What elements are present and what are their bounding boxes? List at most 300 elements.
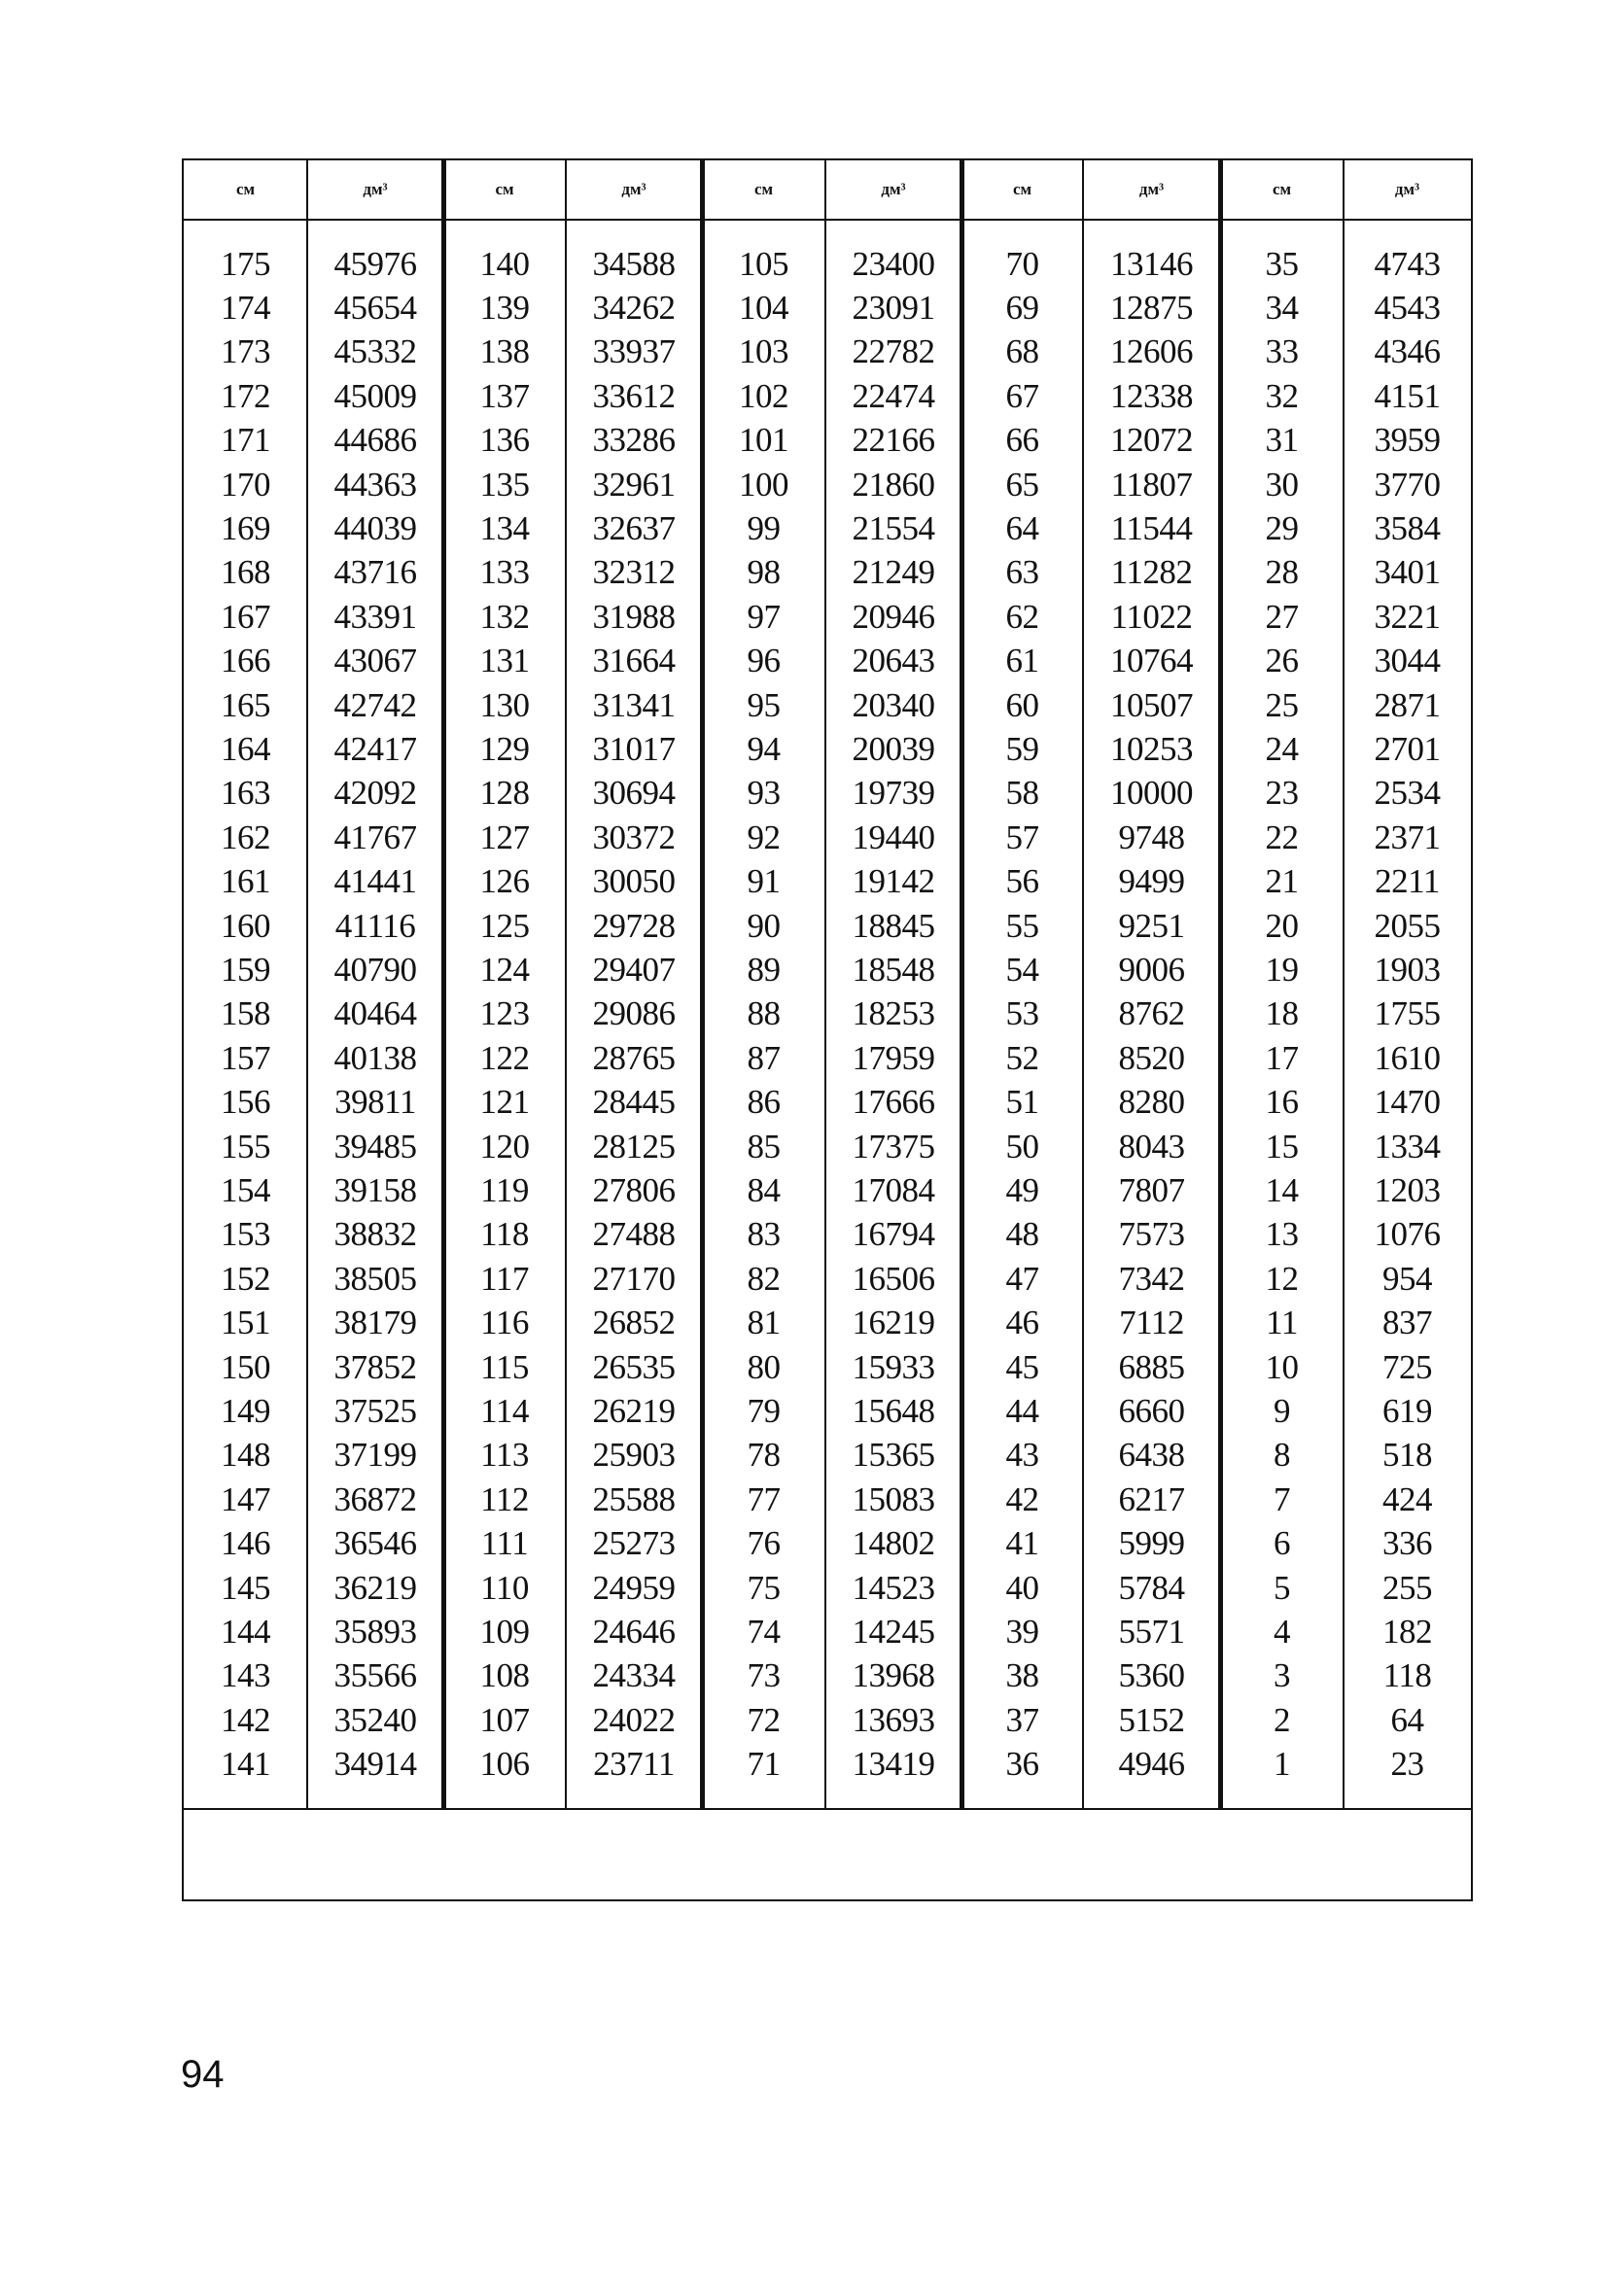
volume-table (182, 158, 1473, 1901)
cell-height-cm: 16 (1265, 1083, 1299, 1122)
cell-height-cm: 111 (480, 1524, 529, 1563)
cell-height-cm: 103 (739, 332, 788, 371)
cell-volume-dm3: 43391 (333, 597, 417, 636)
table-row (184, 1168, 1471, 1212)
cell-volume-dm3: 10000 (1110, 774, 1193, 813)
cell-volume-dm3: 5571 (1118, 1613, 1185, 1652)
header-cell-dm3: дм³ (1138, 180, 1165, 198)
cell-height-cm: 22 (1265, 818, 1299, 856)
header-cell-cm: см (235, 180, 256, 198)
cell-volume-dm3: 8280 (1118, 1083, 1185, 1122)
cell-volume-dm3: 16794 (852, 1215, 935, 1254)
cell-volume-dm3: 17959 (852, 1038, 935, 1077)
cell-volume-dm3: 1203 (1374, 1171, 1441, 1210)
table-row (184, 1213, 1471, 1257)
cell-height-cm: 38 (1005, 1656, 1039, 1695)
cell-height-cm: 86 (747, 1083, 781, 1122)
cell-height-cm: 40 (1005, 1568, 1039, 1607)
cell-height-cm: 145 (221, 1568, 270, 1607)
cell-volume-dm3: 17666 (852, 1083, 935, 1122)
cell-volume-dm3: 8520 (1118, 1038, 1185, 1077)
cell-height-cm: 59 (1005, 730, 1039, 769)
cell-height-cm: 71 (747, 1745, 781, 1784)
cell-height-cm: 164 (221, 730, 270, 769)
cell-volume-dm3: 32312 (592, 553, 676, 592)
cell-height-cm: 162 (221, 818, 270, 856)
table-row (184, 992, 1471, 1036)
cell-volume-dm3: 23091 (852, 289, 935, 328)
column-divider (700, 160, 705, 1808)
cell-volume-dm3: 5360 (1118, 1656, 1185, 1695)
cell-height-cm: 161 (221, 862, 270, 901)
cell-height-cm: 114 (480, 1392, 529, 1431)
cell-volume-dm3: 2871 (1374, 685, 1441, 724)
cell-height-cm: 156 (221, 1083, 270, 1122)
cell-volume-dm3: 31341 (592, 685, 676, 724)
cell-height-cm: 96 (747, 642, 781, 680)
cell-height-cm: 124 (479, 951, 530, 990)
cell-volume-dm3: 27806 (592, 1171, 676, 1210)
cell-volume-dm3: 12606 (1110, 332, 1193, 371)
cell-volume-dm3: 14523 (852, 1568, 935, 1607)
table-row (184, 330, 1471, 374)
cell-height-cm: 25 (1265, 685, 1299, 724)
cell-height-cm: 151 (221, 1304, 270, 1342)
cell-height-cm: 53 (1005, 994, 1039, 1033)
cell-volume-dm3: 16506 (852, 1259, 935, 1298)
cell-height-cm: 51 (1005, 1083, 1039, 1122)
cell-volume-dm3: 1610 (1374, 1038, 1441, 1077)
cell-volume-dm3: 32637 (592, 509, 676, 548)
cell-height-cm: 129 (479, 730, 530, 769)
cell-volume-dm3: 2701 (1374, 730, 1441, 769)
cell-height-cm: 83 (747, 1215, 781, 1254)
cell-volume-dm3: 7342 (1118, 1259, 1185, 1298)
cell-volume-dm3: 2534 (1374, 774, 1441, 813)
cell-height-cm: 101 (739, 421, 788, 460)
cell-volume-dm3: 1470 (1374, 1083, 1441, 1122)
column-divider (565, 160, 567, 1808)
cell-height-cm: 135 (479, 465, 530, 504)
cell-height-cm: 64 (1005, 509, 1039, 548)
cell-volume-dm3: 15933 (852, 1347, 935, 1386)
cell-volume-dm3: 36219 (333, 1568, 417, 1607)
table-row (184, 1081, 1471, 1125)
cell-volume-dm3: 28125 (592, 1127, 676, 1165)
cell-volume-dm3: 6438 (1118, 1436, 1185, 1475)
cell-height-cm: 144 (221, 1613, 270, 1652)
cell-volume-dm3: 4151 (1374, 376, 1441, 415)
table-row (184, 242, 1471, 286)
cell-volume-dm3: 31017 (592, 730, 676, 769)
cell-volume-dm3: 9748 (1118, 818, 1185, 856)
cell-height-cm: 141 (221, 1745, 270, 1784)
cell-volume-dm3: 30050 (592, 862, 676, 901)
table-row (184, 1478, 1471, 1521)
cell-volume-dm3: 255 (1382, 1568, 1432, 1607)
table-row (184, 860, 1471, 904)
cell-height-cm: 127 (479, 818, 530, 856)
table-row (184, 727, 1471, 771)
table-row (184, 1522, 1471, 1566)
cell-volume-dm3: 19142 (852, 862, 935, 901)
cell-volume-dm3: 7807 (1118, 1171, 1185, 1210)
table-row (184, 595, 1471, 639)
cell-volume-dm3: 20039 (852, 730, 935, 769)
cell-height-cm: 125 (479, 906, 530, 945)
table-row (184, 683, 1471, 727)
cell-height-cm: 65 (1005, 465, 1039, 504)
table-row (184, 1654, 1471, 1698)
cell-height-cm: 119 (480, 1171, 529, 1210)
cell-volume-dm3: 30694 (592, 774, 676, 813)
cell-height-cm: 117 (480, 1259, 529, 1298)
cell-volume-dm3: 25588 (592, 1479, 676, 1518)
cell-volume-dm3: 12875 (1110, 289, 1193, 328)
cell-height-cm: 131 (479, 642, 530, 680)
cell-height-cm: 21 (1265, 862, 1299, 901)
cell-volume-dm3: 29728 (592, 906, 676, 945)
cell-volume-dm3: 725 (1382, 1347, 1432, 1386)
cell-volume-dm3: 11022 (1110, 597, 1193, 636)
cell-height-cm: 28 (1265, 553, 1299, 592)
cell-height-cm: 72 (747, 1700, 781, 1739)
cell-volume-dm3: 26219 (592, 1392, 676, 1431)
cell-volume-dm3: 5784 (1118, 1568, 1185, 1607)
cell-height-cm: 39 (1005, 1613, 1039, 1652)
cell-height-cm: 87 (747, 1038, 781, 1077)
cell-volume-dm3: 5152 (1118, 1700, 1185, 1739)
cell-volume-dm3: 19739 (852, 774, 935, 813)
cell-volume-dm3: 30372 (592, 818, 676, 856)
cell-height-cm: 5 (1274, 1568, 1290, 1607)
cell-height-cm: 92 (747, 818, 781, 856)
header-cell-cm: см (753, 180, 774, 198)
cell-height-cm: 159 (221, 951, 270, 990)
cell-height-cm: 43 (1005, 1436, 1039, 1475)
cell-volume-dm3: 33937 (592, 332, 676, 371)
cell-volume-dm3: 21249 (852, 553, 935, 592)
cell-height-cm: 142 (221, 1700, 270, 1739)
cell-height-cm: 147 (221, 1479, 270, 1518)
cell-height-cm: 61 (1005, 642, 1039, 680)
cell-volume-dm3: 37199 (333, 1436, 417, 1475)
cell-volume-dm3: 24022 (592, 1700, 676, 1739)
cell-height-cm: 138 (479, 332, 530, 371)
cell-volume-dm3: 44686 (333, 421, 417, 460)
cell-height-cm: 14 (1265, 1171, 1299, 1210)
cell-volume-dm3: 22474 (852, 376, 935, 415)
cell-volume-dm3: 13146 (1110, 244, 1193, 283)
cell-height-cm: 55 (1005, 906, 1039, 945)
cell-volume-dm3: 26852 (592, 1304, 676, 1342)
header-cell-cm: см (1012, 180, 1032, 198)
cell-volume-dm3: 3959 (1374, 421, 1441, 460)
cell-height-cm: 97 (747, 597, 781, 636)
cell-volume-dm3: 11282 (1110, 553, 1193, 592)
cell-height-cm: 149 (221, 1392, 270, 1431)
cell-volume-dm3: 26535 (592, 1347, 676, 1386)
cell-volume-dm3: 64 (1390, 1700, 1424, 1739)
cell-height-cm: 20 (1265, 906, 1299, 945)
cell-height-cm: 122 (479, 1038, 530, 1077)
table-row (184, 948, 1471, 991)
cell-height-cm: 132 (479, 597, 530, 636)
cell-height-cm: 69 (1005, 289, 1039, 328)
cell-height-cm: 105 (739, 244, 788, 283)
cell-volume-dm3: 22166 (852, 421, 935, 460)
cell-volume-dm3: 10253 (1110, 730, 1193, 769)
cell-volume-dm3: 336 (1382, 1524, 1432, 1563)
cell-height-cm: 154 (221, 1171, 270, 1210)
header-cell-dm3: дм³ (621, 180, 646, 198)
cell-height-cm: 18 (1265, 994, 1299, 1033)
cell-height-cm: 123 (479, 994, 530, 1033)
cell-volume-dm3: 15083 (852, 1479, 935, 1518)
cell-height-cm: 166 (221, 642, 270, 680)
cell-height-cm: 13 (1265, 1215, 1299, 1254)
cell-height-cm: 120 (479, 1127, 530, 1165)
cell-height-cm: 98 (747, 553, 781, 592)
cell-height-cm: 33 (1265, 332, 1299, 371)
cell-volume-dm3: 44363 (333, 465, 417, 504)
cell-volume-dm3: 33612 (592, 376, 676, 415)
cell-height-cm: 104 (739, 289, 788, 328)
cell-volume-dm3: 10764 (1110, 642, 1193, 680)
cell-volume-dm3: 15648 (852, 1392, 935, 1431)
cell-volume-dm3: 11807 (1110, 465, 1193, 504)
cell-volume-dm3: 424 (1382, 1479, 1432, 1518)
cell-height-cm: 45 (1005, 1347, 1039, 1386)
table-row (184, 1036, 1471, 1080)
cell-volume-dm3: 43716 (333, 553, 417, 592)
table-row (184, 1257, 1471, 1301)
cell-volume-dm3: 28765 (592, 1038, 676, 1077)
cell-height-cm: 158 (221, 994, 270, 1033)
cell-volume-dm3: 34588 (592, 244, 676, 283)
cell-height-cm: 150 (221, 1347, 270, 1386)
cell-height-cm: 60 (1005, 685, 1039, 724)
cell-height-cm: 41 (1005, 1524, 1039, 1563)
cell-volume-dm3: 13419 (852, 1745, 935, 1784)
cell-height-cm: 7 (1274, 1479, 1290, 1518)
cell-volume-dm3: 15365 (852, 1436, 935, 1475)
cell-height-cm: 27 (1265, 597, 1299, 636)
cell-height-cm: 81 (747, 1304, 781, 1342)
cell-height-cm: 4 (1274, 1613, 1290, 1652)
cell-height-cm: 121 (479, 1083, 530, 1122)
table-row (184, 1389, 1471, 1433)
cell-volume-dm3: 39485 (333, 1127, 417, 1165)
cell-height-cm: 146 (221, 1524, 270, 1563)
table-row (184, 772, 1471, 816)
cell-volume-dm3: 38179 (333, 1304, 417, 1342)
cell-volume-dm3: 31664 (592, 642, 676, 680)
cell-height-cm: 171 (221, 421, 270, 460)
cell-volume-dm3: 1076 (1374, 1215, 1441, 1254)
cell-height-cm: 68 (1005, 332, 1039, 371)
cell-height-cm: 77 (747, 1479, 781, 1518)
cell-height-cm: 50 (1005, 1127, 1039, 1165)
cell-volume-dm3: 41767 (333, 818, 417, 856)
cell-volume-dm3: 3044 (1374, 642, 1441, 680)
cell-height-cm: 160 (221, 906, 270, 945)
cell-height-cm: 95 (747, 685, 781, 724)
cell-volume-dm3: 6885 (1118, 1347, 1185, 1386)
cell-volume-dm3: 21860 (852, 465, 935, 504)
cell-height-cm: 75 (747, 1568, 781, 1607)
cell-height-cm: 78 (747, 1436, 781, 1475)
cell-height-cm: 106 (479, 1745, 530, 1784)
table-row (184, 419, 1471, 463)
cell-volume-dm3: 24959 (592, 1568, 676, 1607)
cell-height-cm: 15 (1265, 1127, 1299, 1165)
cell-volume-dm3: 5999 (1118, 1524, 1185, 1563)
cell-height-cm: 118 (480, 1215, 529, 1254)
cell-height-cm: 134 (479, 509, 530, 548)
cell-volume-dm3: 25273 (592, 1524, 676, 1563)
cell-volume-dm3: 41116 (334, 906, 416, 945)
cell-height-cm: 139 (479, 289, 530, 328)
cell-height-cm: 37 (1005, 1700, 1039, 1739)
cell-height-cm: 2 (1274, 1700, 1290, 1739)
cell-volume-dm3: 42742 (333, 685, 417, 724)
cell-height-cm: 49 (1005, 1171, 1039, 1210)
cell-volume-dm3: 36872 (333, 1479, 417, 1518)
cell-height-cm: 116 (480, 1304, 529, 1342)
cell-height-cm: 1 (1274, 1745, 1290, 1784)
cell-volume-dm3: 837 (1382, 1304, 1432, 1342)
cell-height-cm: 31 (1265, 421, 1299, 460)
cell-height-cm: 94 (747, 730, 781, 769)
cell-height-cm: 6 (1274, 1524, 1290, 1563)
table-footer-divider (184, 1808, 1471, 1810)
cell-volume-dm3: 1755 (1374, 994, 1441, 1033)
cell-height-cm: 32 (1265, 376, 1299, 415)
cell-height-cm: 8 (1274, 1436, 1290, 1475)
cell-height-cm: 93 (747, 774, 781, 813)
cell-volume-dm3: 42417 (333, 730, 417, 769)
table-row (184, 1345, 1471, 1389)
cell-volume-dm3: 36546 (333, 1524, 417, 1563)
cell-volume-dm3: 2211 (1375, 862, 1440, 901)
cell-volume-dm3: 6217 (1118, 1479, 1185, 1518)
cell-height-cm: 173 (221, 332, 270, 371)
cell-height-cm: 44 (1005, 1392, 1039, 1431)
cell-height-cm: 3 (1274, 1656, 1290, 1695)
cell-volume-dm3: 16219 (852, 1304, 935, 1342)
cell-height-cm: 113 (480, 1436, 529, 1475)
cell-volume-dm3: 37525 (333, 1392, 417, 1431)
cell-height-cm: 153 (221, 1215, 270, 1254)
cell-height-cm: 91 (747, 862, 781, 901)
cell-height-cm: 99 (747, 509, 781, 548)
header-cell-dm3: дм³ (363, 180, 388, 198)
cell-height-cm: 10 (1265, 1347, 1299, 1386)
cell-height-cm: 19 (1265, 951, 1299, 990)
cell-volume-dm3: 28445 (592, 1083, 676, 1122)
cell-volume-dm3: 25903 (592, 1436, 676, 1475)
header-cell-cm: см (495, 180, 514, 198)
cell-height-cm: 100 (739, 465, 788, 504)
cell-volume-dm3: 20340 (852, 685, 935, 724)
table-row (184, 640, 1471, 683)
cell-volume-dm3: 45654 (333, 289, 417, 328)
cell-height-cm: 85 (747, 1127, 781, 1165)
cell-volume-dm3: 11544 (1110, 509, 1193, 548)
cell-volume-dm3: 12072 (1110, 421, 1193, 460)
cell-volume-dm3: 14802 (852, 1524, 935, 1563)
cell-height-cm: 57 (1005, 818, 1039, 856)
column-divider (1218, 160, 1223, 1808)
cell-volume-dm3: 4743 (1374, 244, 1441, 283)
cell-height-cm: 24 (1265, 730, 1299, 769)
cell-height-cm: 148 (221, 1436, 270, 1475)
cell-volume-dm3: 23400 (852, 244, 935, 283)
cell-volume-dm3: 29407 (592, 951, 676, 990)
cell-height-cm: 54 (1005, 951, 1039, 990)
cell-height-cm: 73 (747, 1656, 781, 1695)
cell-height-cm: 48 (1005, 1215, 1039, 1254)
table-row (184, 1434, 1471, 1478)
cell-height-cm: 168 (221, 553, 270, 592)
page-number: 94 (181, 2053, 225, 2096)
cell-volume-dm3: 9499 (1118, 862, 1185, 901)
cell-height-cm: 108 (479, 1656, 530, 1695)
cell-volume-dm3: 38832 (333, 1215, 417, 1254)
cell-height-cm: 157 (221, 1038, 270, 1077)
cell-height-cm: 52 (1005, 1038, 1039, 1077)
cell-volume-dm3: 4346 (1374, 332, 1441, 371)
cell-height-cm: 110 (480, 1568, 529, 1607)
column-divider (441, 160, 446, 1808)
column-divider (824, 160, 826, 1808)
cell-volume-dm3: 24334 (592, 1656, 676, 1695)
cell-volume-dm3: 22782 (852, 332, 935, 371)
cell-volume-dm3: 44039 (333, 509, 417, 548)
cell-volume-dm3: 45009 (333, 376, 417, 415)
cell-volume-dm3: 118 (1382, 1656, 1432, 1695)
cell-height-cm: 56 (1005, 862, 1039, 901)
table-row (184, 1125, 1471, 1168)
cell-volume-dm3: 37852 (333, 1347, 417, 1386)
cell-volume-dm3: 13968 (852, 1656, 935, 1695)
cell-height-cm: 30 (1265, 465, 1299, 504)
cell-height-cm: 112 (480, 1479, 529, 1518)
cell-height-cm: 88 (747, 994, 781, 1033)
cell-volume-dm3: 43067 (333, 642, 417, 680)
cell-height-cm: 137 (479, 376, 530, 415)
cell-height-cm: 29 (1265, 509, 1299, 548)
cell-volume-dm3: 39811 (334, 1083, 416, 1122)
cell-volume-dm3: 20643 (852, 642, 935, 680)
cell-height-cm: 17 (1265, 1038, 1299, 1077)
cell-volume-dm3: 18845 (852, 906, 935, 945)
cell-height-cm: 42 (1005, 1479, 1039, 1518)
cell-height-cm: 76 (747, 1524, 781, 1563)
table-header-row (184, 160, 1471, 221)
cell-height-cm: 47 (1005, 1259, 1039, 1298)
cell-volume-dm3: 35893 (333, 1613, 417, 1652)
cell-height-cm: 130 (479, 685, 530, 724)
cell-height-cm: 12 (1265, 1259, 1299, 1298)
cell-height-cm: 90 (747, 906, 781, 945)
cell-height-cm: 133 (479, 553, 530, 592)
cell-volume-dm3: 45976 (333, 244, 417, 283)
table-row (184, 1566, 1471, 1610)
cell-height-cm: 102 (739, 376, 788, 415)
cell-volume-dm3: 42092 (333, 774, 417, 813)
